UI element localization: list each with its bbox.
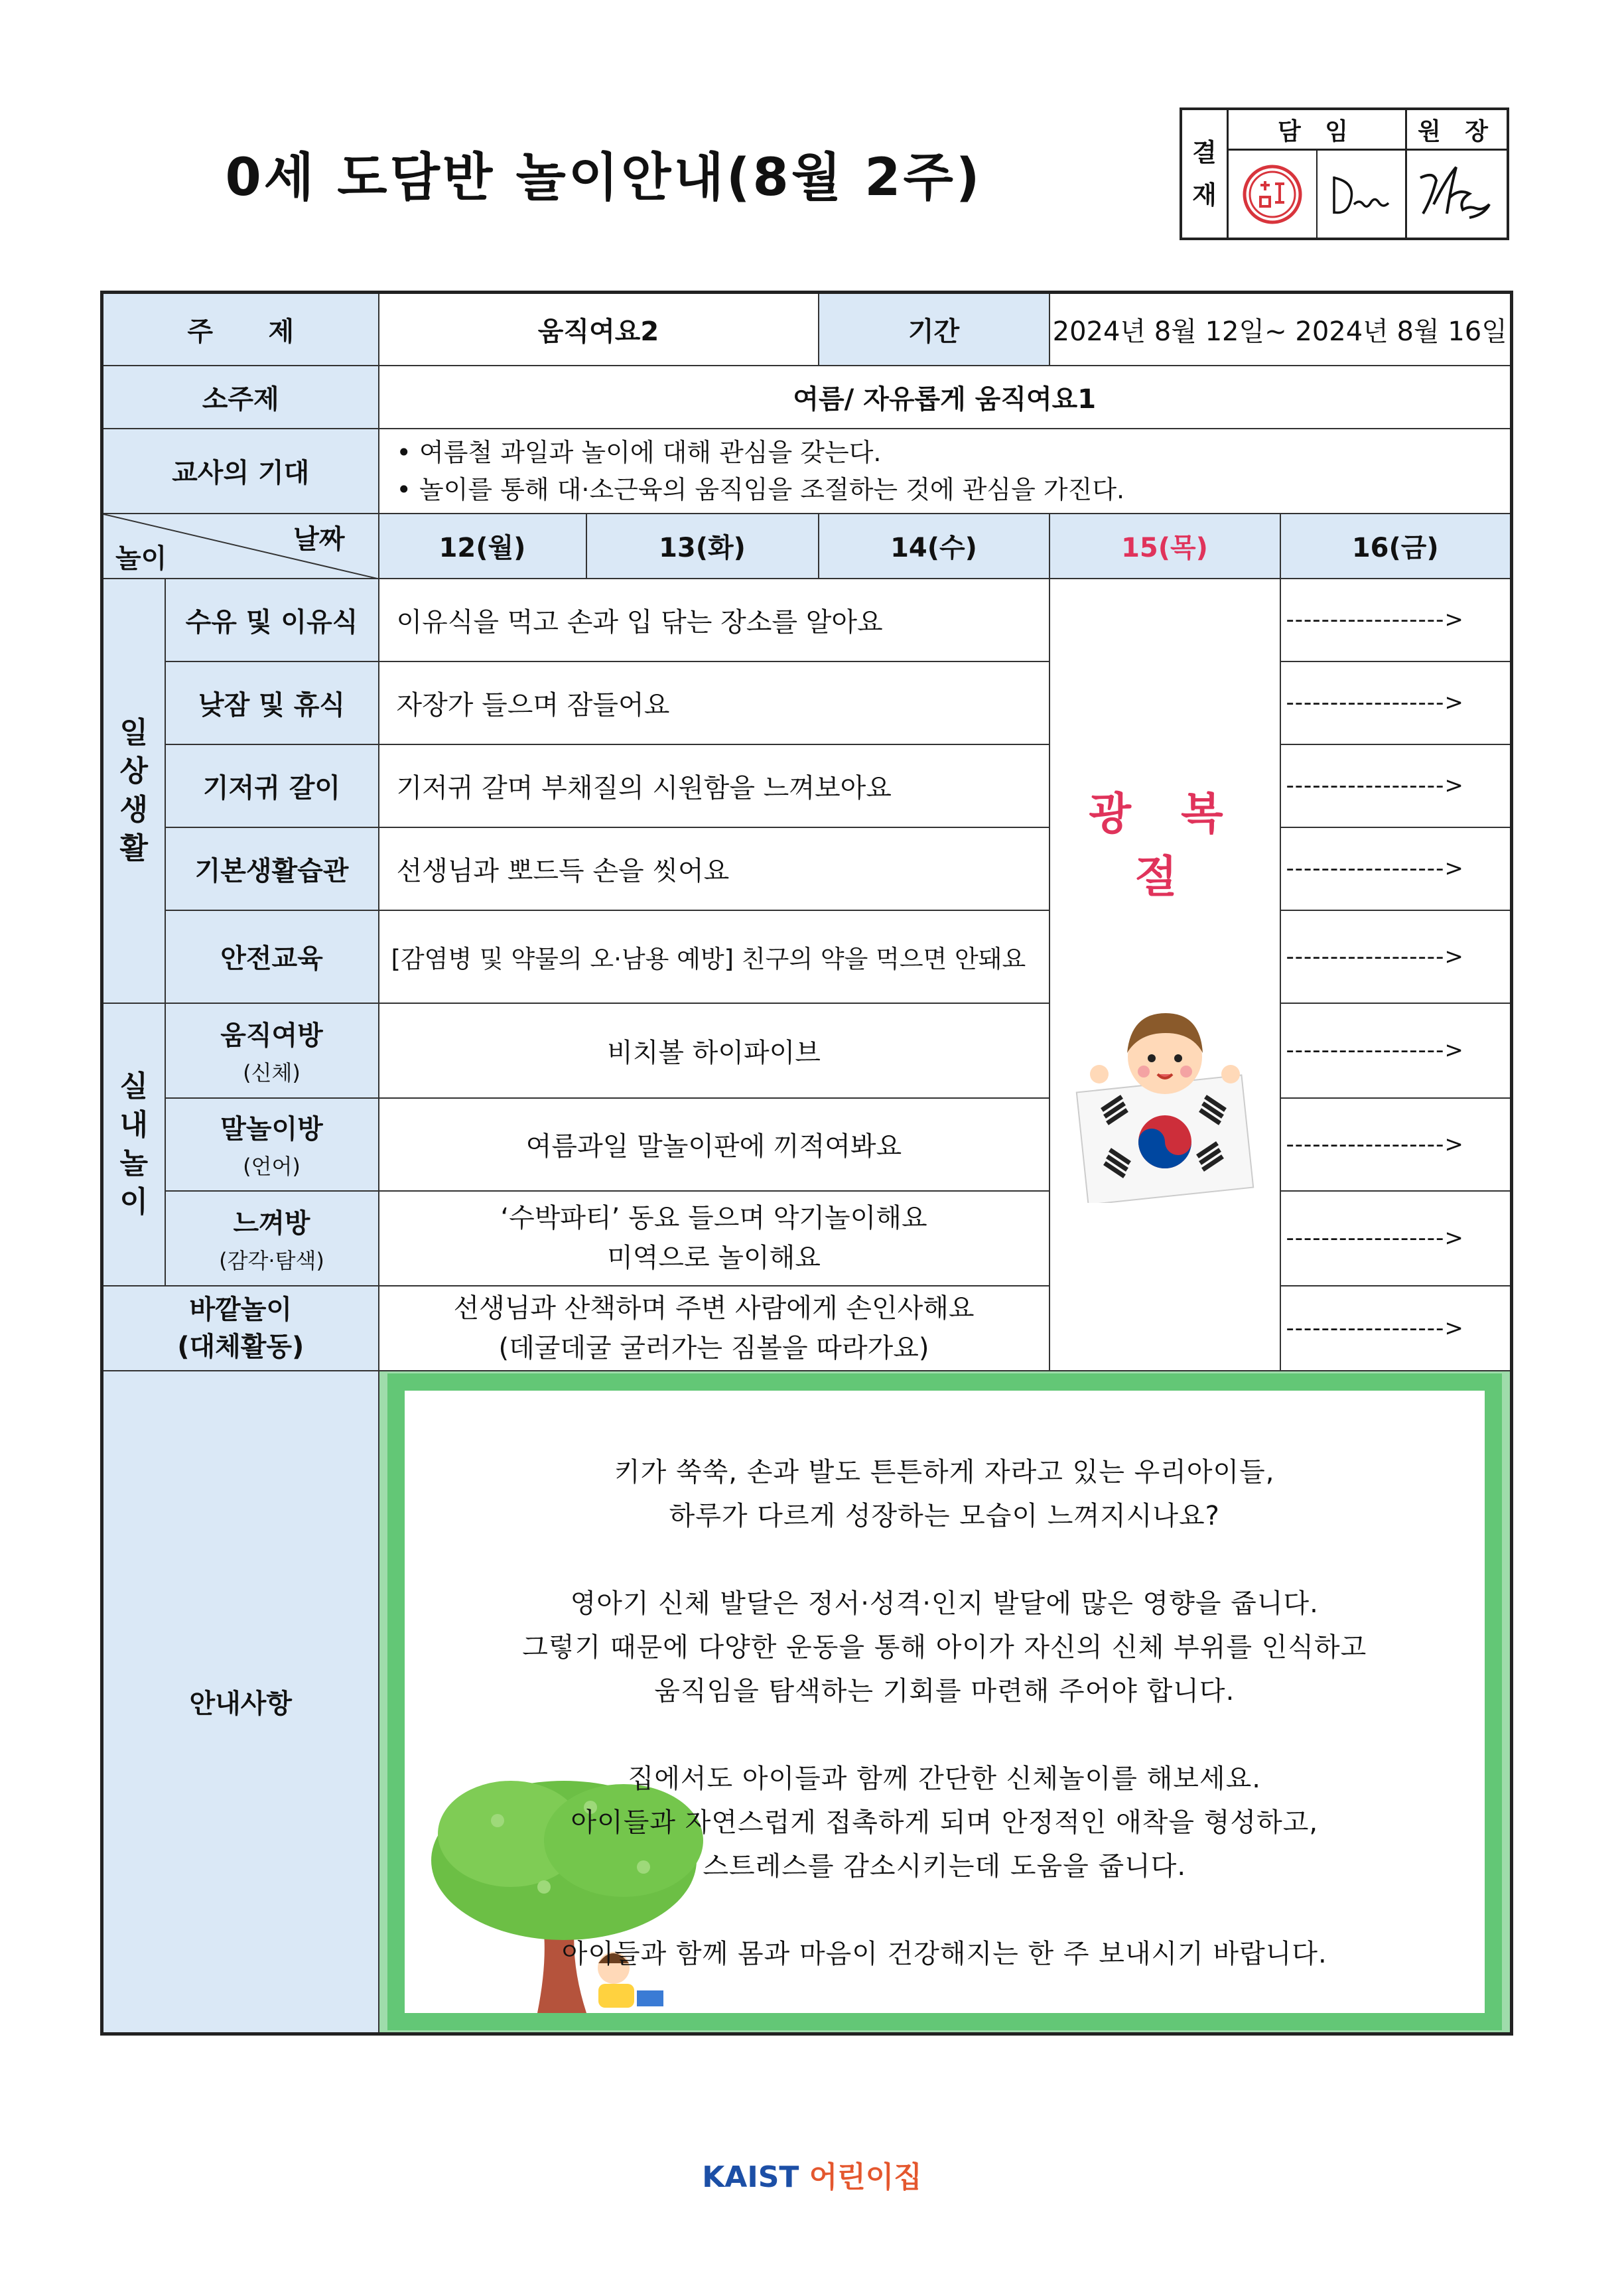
day-mon: 12(월) xyxy=(379,514,586,579)
daily-label-feeding: 수유 및 이유식 xyxy=(165,579,379,661)
indoor-play-group: 실 내 놀 이 xyxy=(102,1003,165,1286)
day-fri: 16(금) xyxy=(1280,514,1512,579)
outdoor-text: 선생님과 산책하며 주변 사람에게 손인사해요 (데굴데굴 굴러가는 짐볼을 따라가요) xyxy=(379,1286,1049,1371)
notice-paragraph: 영아기 신체 발달은 정서·성격·인지 발달에 많은 영향을 줍니다. 그렇기 때문에 다양한 운동을 통해 아이가 자신의 신체 부위를 인식하고 움직임을 탐색하는 기회를 마련해 주어야 합니다. xyxy=(522,1588,1367,1706)
notice-frame xyxy=(387,1373,1502,2030)
continue-arrow: ------------------> xyxy=(1280,1003,1512,1098)
notice-cell xyxy=(379,1371,1512,2034)
continue-arrow: ------------------> xyxy=(1280,661,1512,744)
daily-label-diaper: 기저귀 갈이 xyxy=(165,744,379,827)
indoor-text-movement: 비치볼 하이파이브 xyxy=(379,1003,1049,1098)
notice-paragraph: 집에서도 아이들과 함께 간단한 신체놀이를 해보세요. 아이들과 자연스럽게 접촉하게 되며 안정적인 애착을 형성하고, 스트레스를 감소시키는데 도움을 줍니다. xyxy=(571,1763,1319,1882)
theme-label: 주 제 xyxy=(102,293,379,366)
approval-director xyxy=(1407,110,1507,238)
notice-label: 안내사항 xyxy=(102,1371,379,2034)
date-play-header xyxy=(102,514,379,579)
daily-text-nap: 자장가 들으며 잠들어요 xyxy=(379,661,1049,744)
weekly-plan-table xyxy=(100,291,1513,2036)
seal-stamp xyxy=(1229,151,1316,238)
daily-label-safety: 안전교육 xyxy=(165,910,379,1003)
daily-text-feeding: 이유식을 먹고 손과 입 닦는 장소를 알아요 xyxy=(379,579,1049,661)
daily-text-safety: [감염병 및 약물의 오·남용 예방] 친구의 약을 먹으면 안돼요 xyxy=(379,910,1049,1003)
kindergarten-logo: KAIST 어린이집 xyxy=(702,2160,922,2194)
continue-arrow: ------------------> xyxy=(1280,744,1512,827)
signature-homeroom xyxy=(1316,151,1405,238)
child-flag-illustration xyxy=(1075,1010,1254,1203)
continue-arrow: ------------------> xyxy=(1280,579,1512,661)
subtheme-label: 소주제 xyxy=(102,366,379,429)
notice-paragraph: 아이들과 함께 몸과 마음이 건강해지는 한 주 보내시기 바랍니다. xyxy=(561,1938,1327,1969)
indoor-text-language: 여름과일 말놀이판에 끼적여봐요 xyxy=(379,1098,1049,1191)
daily-life-group: 일 상 생 활 xyxy=(102,579,165,1003)
approval-homeroom xyxy=(1229,110,1407,238)
holiday-column xyxy=(1049,579,1280,1371)
continue-arrow: ------------------> xyxy=(1280,827,1512,910)
expectation-item: • 여름철 과일과 놀이에 대해 관심을 갖는다. xyxy=(396,437,882,467)
approval-box xyxy=(1180,107,1509,240)
daily-label-habits: 기본생활습관 xyxy=(165,827,379,910)
period-label: 기간 xyxy=(819,293,1049,366)
daily-label-nap: 낮잠 및 휴식 xyxy=(165,661,379,744)
day-tue: 13(화) xyxy=(586,514,819,579)
day-thu: 15(목) xyxy=(1049,514,1280,579)
holiday-name: 광 복 절 xyxy=(1089,788,1241,902)
indoor-label-movement: 움직여방 (신체) xyxy=(165,1003,379,1098)
continue-arrow: ------------------> xyxy=(1280,1098,1512,1191)
notice-paragraph: 키가 쑥쑥, 손과 발도 튼튼하게 자라고 있는 우리아이들, 하루가 다르게 성장하는 모습이 느껴지시나요? xyxy=(614,1456,1275,1531)
day-wed: 14(수) xyxy=(819,514,1049,579)
continue-arrow: ------------------> xyxy=(1280,1286,1512,1371)
page-title: 0세 도담반 놀이안내(8월 2주) xyxy=(225,148,982,208)
expectation-item: • 놀이를 통해 대·소근육의 움직임을 조절하는 것에 관심을 가진다. xyxy=(396,474,1125,504)
notice-text xyxy=(405,1450,1485,2020)
daily-text-diaper: 기저귀 갈며 부채질의 시원함을 느껴보아요 xyxy=(379,744,1049,827)
approval-side-label: 결 재 xyxy=(1182,110,1229,238)
continue-arrow: ------------------> xyxy=(1280,910,1512,1003)
indoor-text-sensory: ‘수박파티’ 동요 들으며 악기놀이해요 미역으로 놀이해요 xyxy=(379,1191,1049,1286)
outdoor-label: 바깥놀이 (대체활동) xyxy=(102,1286,379,1371)
expectation-list xyxy=(379,429,1512,514)
period-value: 2024년 8월 12일~ 2024년 8월 16일 xyxy=(1049,293,1512,366)
indoor-label-sensory: 느껴방 (감각·탐색) xyxy=(165,1191,379,1286)
indoor-label-language: 말놀이방 (언어) xyxy=(165,1098,379,1191)
date-header: 날짜 xyxy=(293,523,345,555)
signature-director xyxy=(1407,151,1507,238)
daily-text-habits: 선생님과 뽀드득 손을 씻어요 xyxy=(379,827,1049,910)
expectation-label: 교사의 기대 xyxy=(102,429,379,514)
approval-role-director: 원 장 xyxy=(1407,110,1507,151)
play-header: 놀이 xyxy=(115,543,167,574)
subtheme-value: 여름/ 자유롭게 움직여요1 xyxy=(379,366,1512,429)
continue-arrow: ------------------> xyxy=(1280,1191,1512,1286)
approval-role-homeroom: 담 임 xyxy=(1229,110,1405,151)
theme-value: 움직여요2 xyxy=(379,293,819,366)
